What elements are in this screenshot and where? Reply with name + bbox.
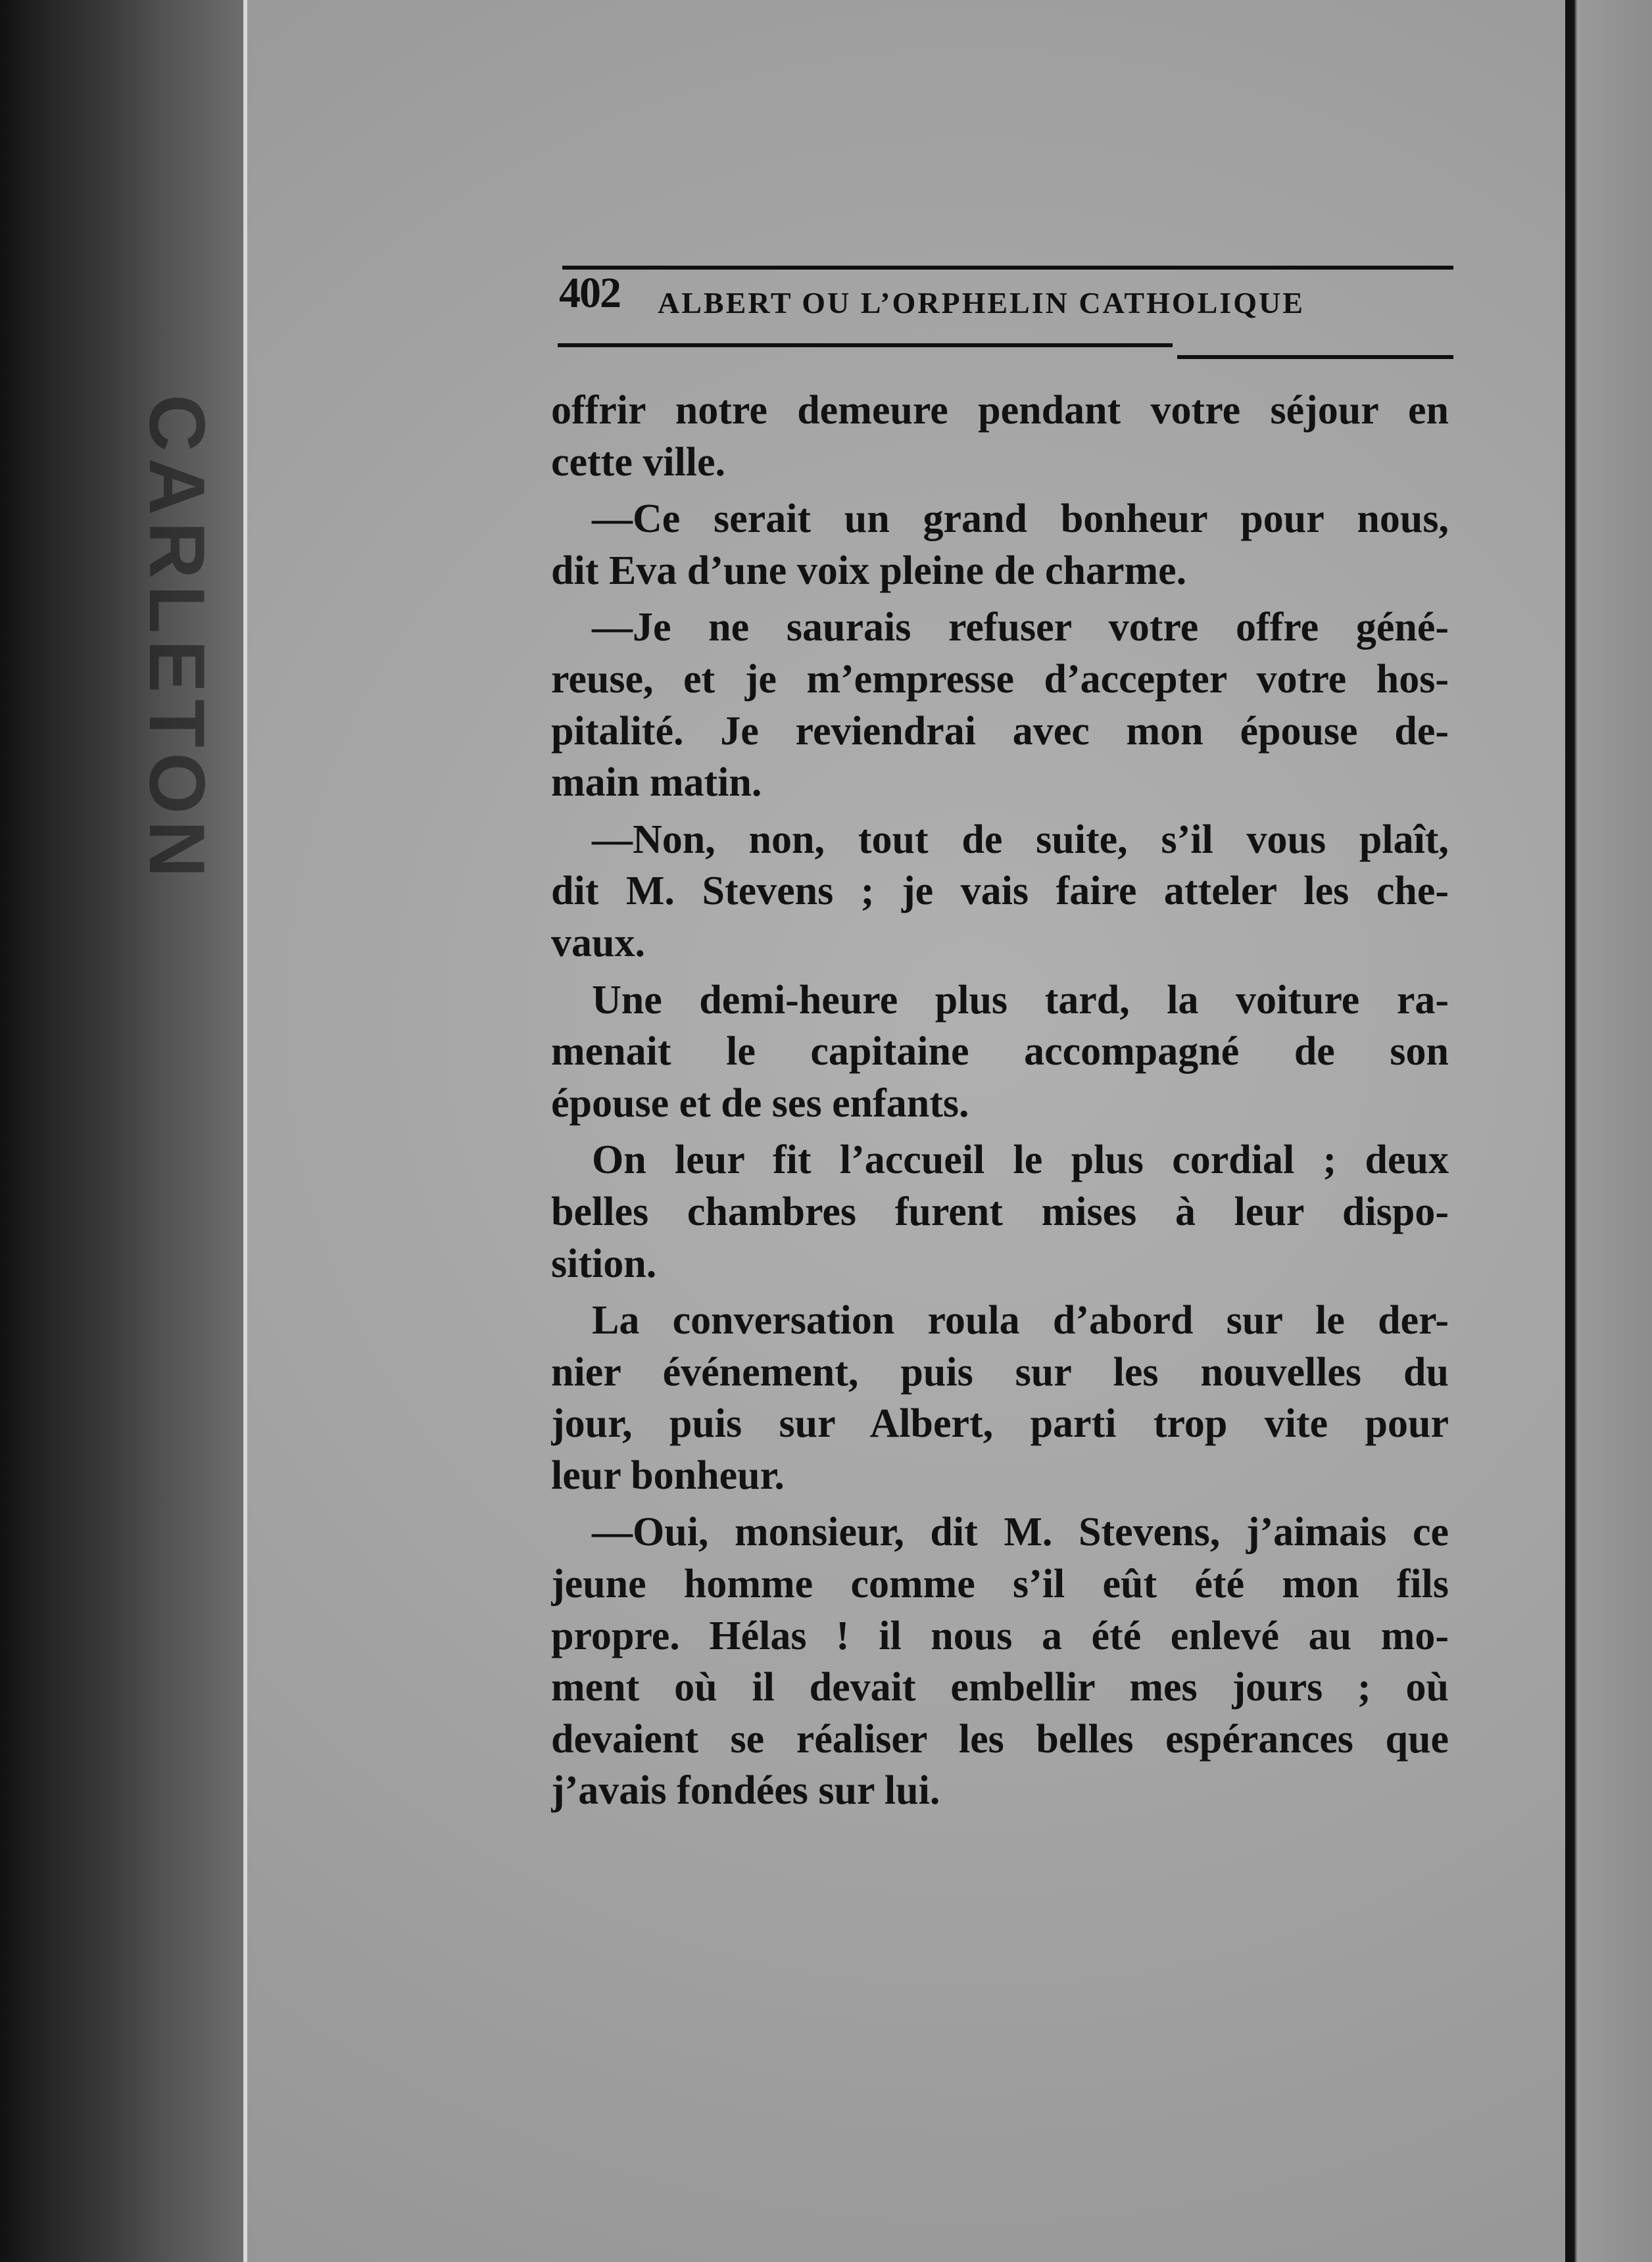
text-line: devaient se réaliser les belles espérances que <box>551 1716 1449 1762</box>
text-line: On leur fit l’accueil le plus cordial ; deux <box>592 1138 1449 1183</box>
text-line: reuse, et je m’empresse d’accepter votre hos- <box>551 656 1449 702</box>
text-line: —Non, non, tout de suite, s’il vous plaît, <box>592 817 1449 862</box>
text-line: La conversation roula d’abord sur le der- <box>592 1298 1449 1343</box>
text-line: leur bonheur. <box>551 1453 785 1498</box>
book-spine <box>0 0 243 2262</box>
text-line: dit Eva d’une voix pleine de charme. <box>551 548 1187 593</box>
header-bottom-rule-right <box>1177 355 1453 359</box>
text-line: —Je ne saurais refuser votre offre géné- <box>592 605 1449 650</box>
text-line: —Ce serait un grand bonheur pour nous, <box>592 496 1449 542</box>
text-line: offrir notre demeure pendant votre séjour en <box>551 388 1449 433</box>
text-line: ment où il devait embellir mes jours ; où <box>551 1665 1449 1710</box>
header-bottom-rule-left <box>558 343 1173 347</box>
text-line: épouse et de ses enfants. <box>551 1080 969 1126</box>
text-line: jour, puis sur Albert, parti trop vite pour <box>551 1401 1449 1447</box>
text-line: j’avais fondées sur lui. <box>551 1768 940 1814</box>
text-line: propre. Hélas ! il nous a été enlevé au mo- <box>551 1613 1449 1658</box>
running-title: ALBERT OU L’ORPHELIN CATHOLIQUE <box>658 286 1305 320</box>
text-line: vaux. <box>551 920 645 965</box>
text-line: nier événement, puis sur les nouvelles du <box>551 1349 1449 1395</box>
text-line: —Oui, monsieur, dit M. Stevens, j’aimais ce <box>592 1510 1449 1555</box>
body-text <box>551 385 1449 1817</box>
spine-lettering: CARLETON <box>133 395 221 884</box>
text-line: dit M. Stevens ; je vais faire atteler les che- <box>551 869 1449 914</box>
text-line: Une demi-heure plus tard, la voiture ra- <box>592 977 1449 1023</box>
text-line: cette ville. <box>551 439 726 485</box>
text-line: pitalité. Je reviendrai avec mon épouse de- <box>551 708 1449 754</box>
text-line: menait le capitaine accompagné de son <box>551 1029 1449 1074</box>
text-line: main matin. <box>551 760 762 806</box>
facing-page-edge <box>1565 0 1652 2262</box>
running-header <box>559 268 1453 318</box>
page-number: 402 <box>559 269 620 317</box>
text-line: sition. <box>551 1241 657 1286</box>
text-line: jeune homme comme s’il eût été mon fils <box>551 1562 1449 1607</box>
text-line: belles chambres furent mises à leur dispo- <box>551 1189 1449 1234</box>
